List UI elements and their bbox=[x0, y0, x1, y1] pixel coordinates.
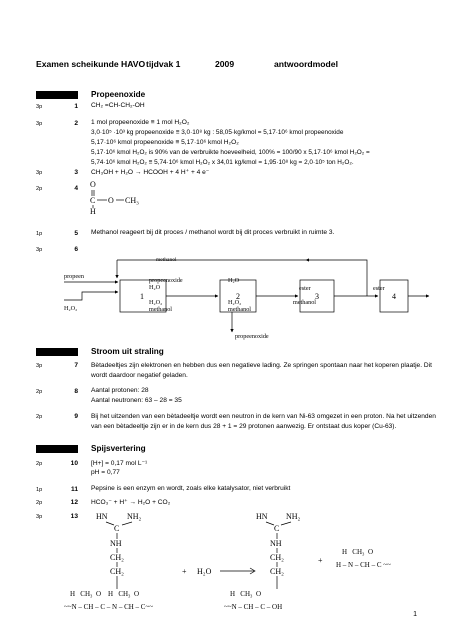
question-points: 1p bbox=[36, 487, 43, 493]
label-stream: ester bbox=[299, 285, 311, 292]
answer-line: 1 mol propeenoxide ≡ 1 mol H₂O₂ bbox=[91, 119, 190, 126]
h2o2-feed bbox=[64, 292, 118, 300]
exam-subject: antwoordmodel bbox=[274, 59, 338, 69]
hydrolysis-reaction-scheme bbox=[60, 508, 430, 612]
answer-line: HCO₃⁻ + H⁺ → H₂O + CO₂ bbox=[91, 499, 171, 506]
answer-line: CH₂ =CH-CH₂-OH bbox=[91, 102, 145, 109]
unit-number: 1 bbox=[140, 292, 144, 301]
answer-line: 3,0·10⁵ ·10³ kg propeenoxide ≡ 3,0·10⁸ kg : 58,05·kg/kmol = 5,17·10⁶ kmol propeenoxide bbox=[91, 129, 344, 136]
question-points: 3p bbox=[36, 121, 43, 127]
label-h2o2: H₂O₂ bbox=[64, 305, 78, 312]
answer-line: pH = 0,77 bbox=[91, 469, 120, 476]
question-points: 3p bbox=[36, 514, 43, 520]
atom-label: CH₂ bbox=[110, 567, 124, 576]
answer-line: CH₃OH + H₂O → HCOOH + 4 H⁺ + 4 e⁻ bbox=[91, 169, 210, 176]
label-stream: propeenoxide bbox=[149, 277, 183, 284]
question-number: 7 bbox=[74, 362, 78, 369]
water-molecule: H₂O bbox=[197, 567, 212, 576]
formula-atom: O bbox=[108, 196, 114, 205]
peptide-chain: ~~N – CH – C – N – CH – C~~ bbox=[64, 603, 154, 611]
question-number: 9 bbox=[74, 413, 78, 420]
question-points: 2p bbox=[36, 414, 43, 420]
label-methanol: methanol bbox=[156, 257, 177, 263]
atom-label: HN bbox=[256, 512, 268, 521]
chain-substituents: H CH₃ O bbox=[342, 548, 374, 556]
exam-year: 2009 bbox=[215, 59, 235, 69]
process-flow-diagram bbox=[60, 252, 430, 342]
question-number: 4 bbox=[74, 185, 78, 192]
answer-line: Pepsine is een enzym en wordt, zoals elke katalysator, niet verbruikt bbox=[91, 485, 291, 492]
label-stream: H₂O bbox=[228, 277, 240, 284]
section-marker bbox=[36, 91, 78, 99]
page-number: 1 bbox=[413, 611, 417, 618]
label-stream: methanol bbox=[228, 306, 252, 313]
question-number: 8 bbox=[74, 388, 78, 395]
answer-line: 5,74·10⁶ kmol H₂O₂ ≡ 5,74·10⁶ kmol H₂O₂ x 34,01 kg/kmol = 1,95·10⁸ kg = 2,0·10⁵ ton H₂O₂. bbox=[91, 159, 354, 166]
atom-label: C bbox=[114, 524, 120, 533]
answer-line: 5,17·10⁶ kmol propeenoxide ≡ 5,17·10⁶ kmol H₂O₂ bbox=[91, 139, 239, 146]
methanol-recycle-line bbox=[306, 260, 367, 296]
question-points: 1p bbox=[36, 231, 43, 237]
atom-label: CH₂ bbox=[110, 553, 124, 562]
atom-label: NH₂ bbox=[127, 512, 142, 521]
label-stream: H₂O₂ bbox=[228, 299, 242, 306]
label-stream: H₂O₂ bbox=[149, 299, 163, 306]
atom-label: C bbox=[274, 524, 280, 533]
product-fragment: H – N – CH – C ~~ bbox=[336, 561, 391, 569]
question-points: 3p bbox=[36, 170, 43, 176]
answer-line: 5,17·10⁶ kmol H₂O₂ is 90% van de verbruikte hoeveelheid, 100% = 100/90 x 5,17·10⁶ kmol H₂O₂ = bbox=[91, 149, 370, 156]
answer-line: Aantal protonen: 28 bbox=[91, 387, 149, 394]
formula-atom: CH₃ bbox=[125, 196, 139, 205]
question-number: 1 bbox=[74, 103, 78, 110]
question-points: 2p bbox=[36, 461, 43, 467]
question-number: 3 bbox=[74, 169, 78, 176]
plus-sign: + bbox=[182, 567, 187, 576]
atom-label: HN bbox=[96, 512, 108, 521]
methyl-formate-formula bbox=[86, 176, 166, 216]
section-marker bbox=[36, 348, 78, 356]
section-title: Propeenoxide bbox=[91, 90, 146, 99]
unit-number: 3 bbox=[315, 292, 319, 301]
answer-text: Bij het uitzenden van een bètadeeltje wordt een neutron in de kern van Ni-63 omgezet in een proton. Na het uitzenden van een bètadeeltje zijn er in de kern dus 28 + 1 = 29 protonen aanwezig. Er ontstaat dus koper (Cu-63). bbox=[91, 413, 436, 430]
question-points: 2p bbox=[36, 389, 43, 395]
section-title: Stroom uit straling bbox=[91, 347, 164, 356]
plus-sign: + bbox=[318, 556, 323, 565]
label-ester: ester bbox=[373, 285, 385, 292]
question-number: 10 bbox=[70, 460, 78, 467]
atom-label: NH₂ bbox=[286, 512, 301, 521]
question-points: 3p bbox=[36, 363, 43, 369]
label-stream: methanol bbox=[149, 306, 173, 313]
atom-label: NH bbox=[110, 539, 122, 548]
answer-text: Bètadeeltjes zijn elektronen en hebben dus een negatieve lading. Ze springen spontaan naar het koperen plaatje. Dit wordt daardoor negatief geladen. bbox=[91, 362, 432, 379]
question-number: 2 bbox=[74, 120, 78, 127]
exam-period: tijdvak 1 bbox=[146, 59, 181, 69]
question-points: 3p bbox=[36, 104, 43, 110]
unit-number: 4 bbox=[392, 292, 396, 301]
atom-label: CH₂ bbox=[270, 567, 284, 576]
answer-line: Aantal neutronen: 63 – 28 = 35 bbox=[91, 397, 182, 404]
label-stream: methanol bbox=[293, 299, 317, 306]
question-number: 6 bbox=[74, 246, 78, 253]
formula-atom: C bbox=[90, 196, 96, 205]
atom-label: NH bbox=[270, 539, 282, 548]
label-stream: H₂O bbox=[149, 284, 161, 291]
formula-atom: H bbox=[90, 207, 96, 216]
question-number: 13 bbox=[70, 513, 78, 520]
question-points: 2p bbox=[36, 186, 43, 192]
question-points: 2p bbox=[36, 500, 43, 506]
unit-number: 2 bbox=[236, 292, 240, 301]
answer-line: Methanol reageert bij dit proces / methanol wordt bij dit proces verbruikt in ruimte 3. bbox=[91, 229, 335, 236]
label-propeen: propeen bbox=[64, 273, 84, 280]
chain-substituents: H CH₃ O H CH₃ O bbox=[70, 590, 140, 598]
question-number: 11 bbox=[71, 486, 78, 493]
exam-title: Examen scheikunde HAVO bbox=[36, 59, 146, 69]
formula-atom: O bbox=[90, 180, 96, 189]
section-title: Spijsvertering bbox=[91, 444, 146, 453]
question-points: 3p bbox=[36, 247, 43, 253]
label-propeenoxide: propeenoxide bbox=[235, 333, 269, 340]
product-chain: ~~N – CH – C – OH bbox=[224, 603, 283, 611]
answer-line: [H+] = 0,17 mol L⁻¹ bbox=[91, 460, 148, 467]
question-number: 12 bbox=[70, 499, 78, 506]
atom-label: CH₂ bbox=[270, 553, 284, 562]
section-marker bbox=[36, 445, 78, 453]
question-number: 5 bbox=[74, 230, 78, 237]
chain-substituents: H CH₃ O bbox=[230, 590, 262, 598]
